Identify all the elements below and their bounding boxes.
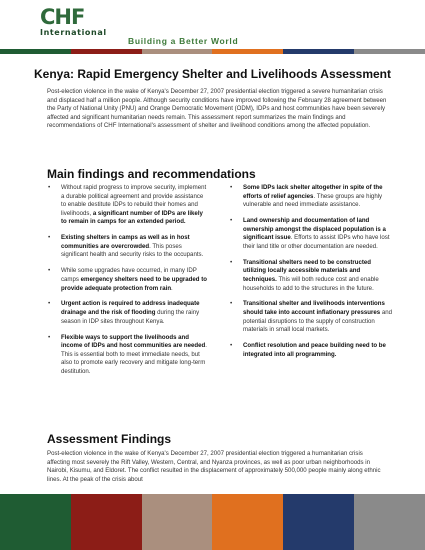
bullet-dot-icon: •	[48, 184, 51, 191]
bullet-text-bold: emergency shelters need to be upgraded to provide adequate protection from rain	[61, 275, 207, 292]
stripe-segment	[0, 49, 71, 54]
finding-bullet	[227, 300, 392, 334]
bullet-dot-icon: •	[230, 258, 233, 266]
bullet-text-post: during the rainy season in IDP sites throughout Kenya.	[61, 309, 200, 325]
document-title: Kenya: Rapid Emergency Shelter and Livelihoods Assessment	[34, 67, 391, 81]
bullet-dot-icon: •	[48, 300, 51, 308]
finding-bullet	[45, 334, 210, 377]
bullet-dot-icon: •	[230, 300, 233, 308]
finding-bullet	[45, 234, 210, 260]
tagline: Building a Better World	[128, 36, 239, 46]
stripe-segment	[283, 494, 354, 550]
bullet-dot-icon: •	[230, 342, 233, 350]
logo-subtitle: International	[40, 28, 107, 37]
logo-text: CHF	[40, 5, 85, 29]
stripe-segment	[142, 494, 213, 550]
logo-mark	[40, 6, 107, 28]
findings-column-right	[227, 184, 392, 367]
stripe-segment	[71, 49, 142, 54]
footer-color-stripe	[0, 494, 425, 550]
intro-paragraph: Post-election violence in the wake of Kenya's December 27, 2007 presidential election triggered a severe humanitarian crisis and displaced half a million people. Although security conditions have improved following the February 28 agreement between the Party of National Unity (PNU) and Orange Democratic Movement (ODM), IDPs and host communities have been severely affected and significant humanitarian needs remain. This assessment report summarizes the main findings and recommendations of CHF International's assessment of shelter and livelihood conditions among the affected population.	[47, 88, 387, 130]
finding-bullet	[45, 300, 210, 326]
bullet-dot-icon: •	[48, 267, 51, 275]
bullet-text-pre: While some upgrades have occurred, in many IDP camps	[61, 267, 197, 283]
bullet-text-post: This will both reduce cost and enable households to add to the structures in the future.	[243, 275, 379, 292]
bullet-text-bold: Flexible ways to support the livelihoods and income of IDPs and host communities are needed	[61, 333, 206, 350]
bullet-text-bold: Some IDPs lack shelter altogether in spite of the efforts of relief agencies	[243, 184, 383, 200]
finding-bullet	[45, 267, 210, 293]
bullet-text-post: . These groups are highly vulnerable and need immediate assistance.	[243, 192, 383, 209]
bullet-dot-icon: •	[230, 217, 233, 225]
stripe-segment	[142, 49, 213, 54]
stripe-segment	[354, 49, 425, 54]
header-color-stripe	[0, 49, 425, 54]
stripe-segment	[283, 49, 354, 54]
bullet-dot-icon: •	[230, 184, 233, 191]
stripe-segment	[212, 49, 283, 54]
finding-bullet	[227, 217, 392, 251]
findings-paragraph: Post-election violence in the wake of Kenya's December 27, 2007 presidential election triggered a humanitarian crisis affecting most severely the Rift Valley, Western, Central, and Nyanza provinces, as well as poor urban neighborhoods in Nairobi, Kisumu, and Eldoret. The conflict resulted in the displacement of approximately 500,000 people mainly along ethnic lines. At the peak of the crisis about	[47, 450, 381, 483]
bullet-dot-icon: •	[48, 333, 51, 341]
stripe-segment	[0, 494, 71, 550]
section-heading-main-findings: Main findings and recommendations	[47, 167, 256, 181]
bullet-text-bold: a significant number of IDPs are likely to remain in camps for an extended period.	[61, 209, 203, 226]
bullet-text-post: . Efforts to assist IDPs who have lost their land title or other documentation are needed.	[243, 234, 390, 250]
finding-bullet	[227, 259, 392, 293]
stripe-segment	[71, 494, 142, 550]
bullet-text-bold: Existing shelters in camps as well as in host communities are overcrowded	[61, 234, 190, 250]
bullet-text-bold: Urgent action is required to address inadequate drainage and the risk of flooding	[61, 300, 200, 317]
bullet-text-bold: Transitional shelters need to be constructed utilizing locally accessible materials and techniques.	[243, 258, 371, 283]
bullet-text-post: . This poses significant health and security risks to the occupants.	[61, 242, 204, 259]
findings-column-left	[45, 184, 210, 384]
bullet-text-bold: Land ownership and documentation of land ownership amongst the displaced population is a significant issue	[243, 217, 386, 242]
section-heading-assessment-findings: Assessment Findings	[47, 432, 172, 446]
bullet-text-post: .	[171, 284, 173, 292]
bullet-text-post: . This is essential both to meet immediate needs, but also to promote early recovery and mitigate long-term destitution.	[61, 342, 207, 375]
bullet-dot-icon: •	[48, 234, 51, 242]
stripe-segment	[212, 494, 283, 550]
bullet-text-post: and potential disruptions to the supply of construction materials in small local markets.	[243, 309, 393, 334]
page-header	[0, 0, 425, 50]
chf-logo	[40, 6, 107, 38]
bullet-text-bold: Conflict resolution and peace building need to be integrated into all programming.	[243, 342, 386, 358]
finding-bullet	[45, 184, 210, 227]
bullet-text-bold: Transitional shelter and livelihoods interventions should take into account inflationary pressures	[243, 300, 385, 317]
finding-bullet	[227, 342, 392, 359]
finding-bullet	[227, 184, 392, 210]
bullet-text-pre: Without rapid progress to improve security, implement a durable political agreement and provide assistance to enable destitute IDPs to rebuild their homes and livelihoods,	[61, 184, 207, 217]
stripe-segment	[354, 494, 425, 550]
